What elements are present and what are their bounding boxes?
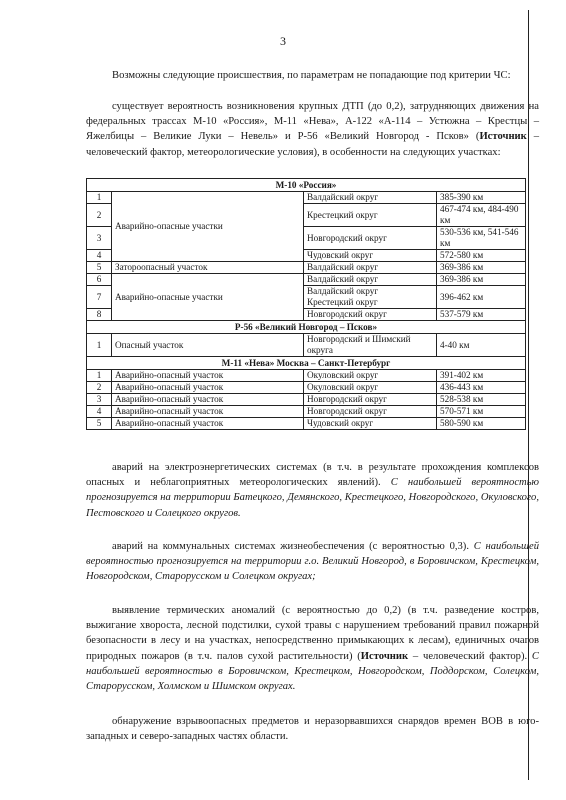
row-description: Аварийно-опасный участок	[112, 370, 304, 382]
row-description: Аварийно-опасные участки	[112, 192, 304, 262]
row-number: 3	[87, 227, 112, 250]
row-description: Аварийно-опасные участки	[112, 274, 304, 321]
power-outage-text: аварий на электроэнергетических системах (в т.ч. в результате прохождения комплексов опасных и неблагоприятных метеорологических явлений).	[86, 462, 539, 489]
explosives-paragraph: обнаружение взрывоопасных предметов и неразорвавшихся снарядов времен ВОВ в юго-западных и северо-западных частях области.	[86, 716, 539, 743]
row-number: 1	[87, 334, 112, 357]
row-km: 369-386 км	[437, 274, 526, 286]
row-km: 537-579 км	[437, 309, 526, 321]
row-km: 391-402 км	[437, 370, 526, 382]
table-section-header	[87, 321, 526, 334]
row-number: 2	[87, 382, 112, 394]
row-description: Аварийно-опасный участок	[112, 418, 304, 430]
row-district: Чудовский округ	[304, 250, 437, 262]
row-km: 530-536 км, 541-546 км	[437, 227, 526, 250]
table-section-header	[87, 179, 526, 192]
table-row	[87, 274, 526, 286]
page-number: 3	[280, 34, 286, 48]
row-number: 2	[87, 204, 112, 227]
dtp-source-label: Источник	[479, 131, 527, 143]
row-district: Новгородский округ	[304, 406, 437, 418]
utility-paragraph	[86, 539, 539, 585]
table-row	[87, 418, 526, 430]
row-number: 1	[87, 192, 112, 204]
row-description: Заторoопасный участок	[112, 262, 304, 274]
row-number: 6	[87, 274, 112, 286]
row-district: Чудовский округ	[304, 418, 437, 430]
thermal-forecast: С наибольшей вероятностью в Боровичском, Крестецком, Новгородском, Поддорском, Солецком, Старорусском, Холмском и Шимском округах.	[86, 650, 539, 693]
row-district: Новгородский округ	[304, 227, 437, 250]
intro-paragraph: Возможны следующие происшествия, по параметрам не попадающие под критерии ЧС:	[112, 70, 511, 81]
row-district: Крестецкий округ	[304, 204, 437, 227]
table-row	[87, 192, 526, 204]
row-district: Окуловский округ	[304, 382, 437, 394]
table-row	[87, 334, 526, 357]
power-outage-forecast: С наибольшей вероятностью прогнозируется на территории Батецкого, Демянского, Крестецкого, Новгородского, Окуловского, Пестовского и Солецкого округов.	[86, 477, 539, 519]
row-number: 7	[87, 286, 112, 309]
district-line: Валдайский округ	[307, 286, 379, 297]
row-number: 3	[87, 394, 112, 406]
row-district: Новгородский округ	[304, 309, 437, 321]
row-km: 528-538 км	[437, 394, 526, 406]
row-km: 570-571 км	[437, 406, 526, 418]
row-km: 572-580 км	[437, 250, 526, 262]
row-km: 369-386 км	[437, 262, 526, 274]
utility-forecast: С наибольшей вероятностью прогнозируется на территории г.о. Великий Новгород, в Боровичском, Крестецком, Новгородском, Старорусском и Солецком округах;	[86, 541, 539, 583]
row-number: 8	[87, 309, 112, 321]
row-district: Валдайский округ	[304, 274, 437, 286]
row-description: Аварийно-опасный участок	[112, 394, 304, 406]
row-district	[304, 286, 437, 309]
row-km: 436-443 км	[437, 382, 526, 394]
row-description: Аварийно-опасный участок	[112, 382, 304, 394]
thermal-text-b: – человеческий фактор).	[408, 650, 532, 662]
row-km: 467-474 км, 484-490 км	[437, 204, 526, 227]
row-km: 396-462 км	[437, 286, 526, 309]
power-outage-paragraph	[86, 460, 539, 521]
row-description: Опасный участок	[112, 334, 304, 357]
thermal-source-label: Источник	[360, 650, 409, 662]
table-row	[87, 394, 526, 406]
dtp-paragraph	[86, 99, 539, 160]
row-number: 4	[87, 250, 112, 262]
district-line: Крестецкий округ	[307, 297, 378, 307]
table-section-header	[87, 357, 526, 370]
thermal-text: выявление термических аномалий (с вероятностью до 0,2) (в т.ч. разведение костров, выжигание хвороста, лесной подстилки, сухой травы с нарушением требований правил пожарной безопасности в лесу и на участках, непосредственно примыкающих к лесам), единичных очагов природных пожаров (в т.ч. палов сухой растительности) (	[86, 605, 539, 662]
utility-text: аварий на коммунальных системах жизнеобеспечения (с вероятностью 0,3).	[112, 541, 474, 552]
p56-title: Р-56 «Великий Новгород – Псков»	[87, 321, 526, 334]
table-row	[87, 382, 526, 394]
row-number: 1	[87, 370, 112, 382]
row-km: 385-390 км	[437, 192, 526, 204]
row-number: 5	[87, 418, 112, 430]
row-number: 5	[87, 262, 112, 274]
table-row	[87, 370, 526, 382]
risk-sections-table	[86, 178, 526, 430]
row-km: 580-590 км	[437, 418, 526, 430]
row-number: 4	[87, 406, 112, 418]
table-row	[87, 262, 526, 274]
row-km: 4-40 км	[437, 334, 526, 357]
row-district: Валдайский округ	[304, 262, 437, 274]
row-district: Окуловский округ	[304, 370, 437, 382]
row-description: Аварийно-опасный участок	[112, 406, 304, 418]
table-row	[87, 406, 526, 418]
row-district: Новгородский округ	[304, 394, 437, 406]
m10-title: М-10 «Россия»	[87, 179, 526, 192]
thermal-anomaly-paragraph	[86, 603, 539, 694]
dtp-text-a: существует вероятность возникновения крупных ДТП (до 0,2), затрудняющих движения на федеральных трассах М-10 «Россия», М-11 «Нева», А-122 «А-114 – Устюжна – Крестцы – Яжелбицы – Великие Луки – Невель» и Р-56 «Великий Новгород - Псков» (	[86, 101, 539, 143]
m11-title: М-11 «Нева» Москва – Санкт-Петербург	[87, 357, 526, 370]
row-district: Валдайский округ	[304, 192, 437, 204]
row-district: Новгородский и Шимский округа	[304, 334, 437, 357]
dtp-text-b: – человеческий фактор, метеорологические условия), в особенности на следующих участках:	[86, 131, 540, 158]
